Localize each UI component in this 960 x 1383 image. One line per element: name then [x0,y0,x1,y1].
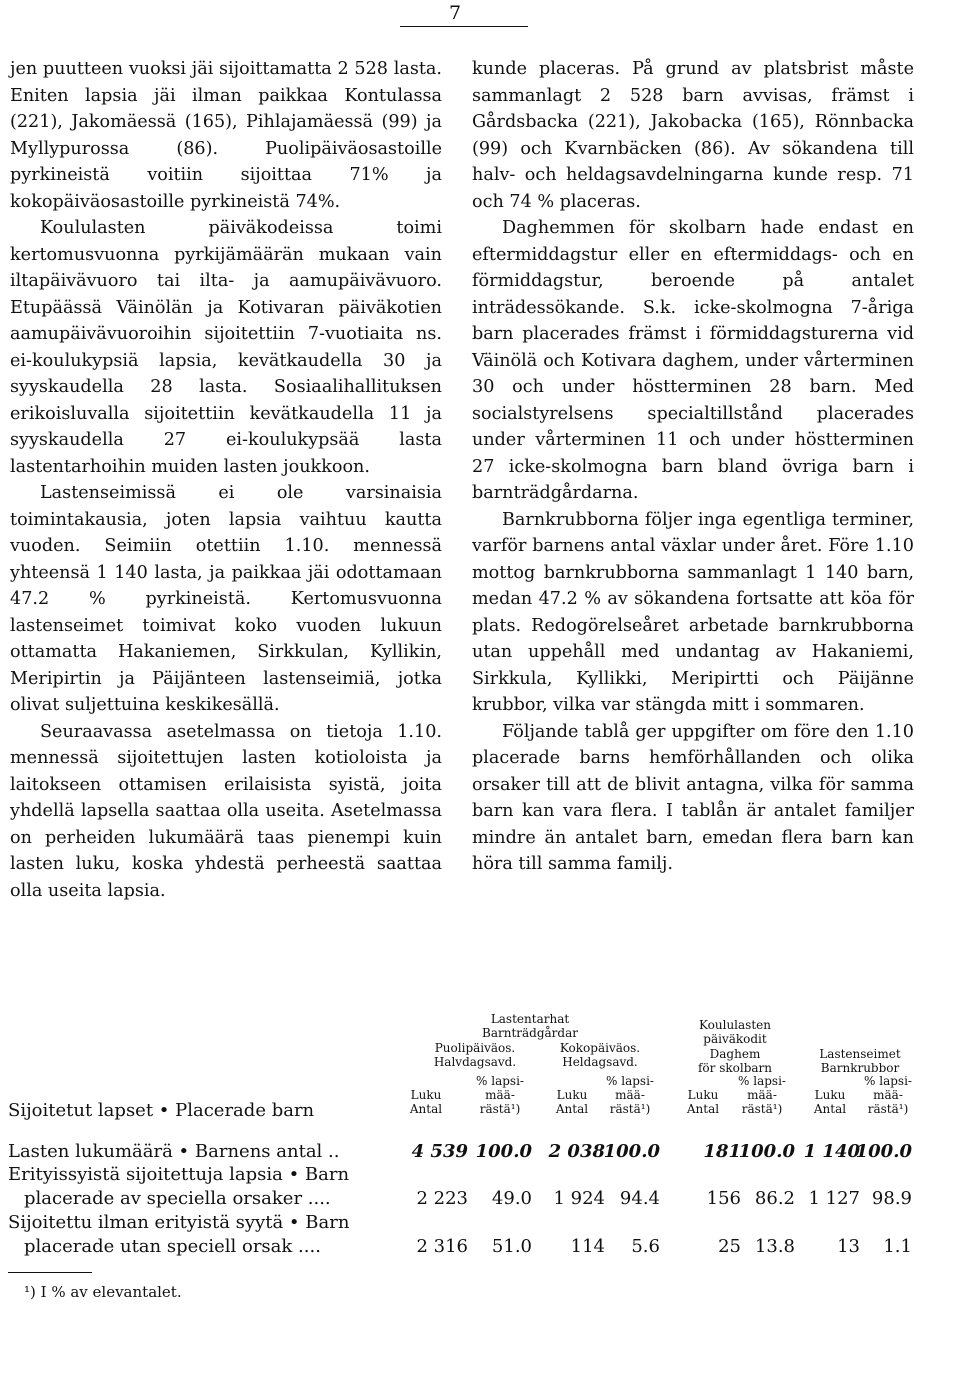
col-header-pct: mää- [873,1088,903,1102]
page-number: 7 [449,2,462,24]
col-header-pct: rästä¹) [609,1102,651,1116]
row-label: Erityissyistä sijoitettuja lapsia • Barn [8,1164,350,1185]
left-paragraph: Lastenseimissä ei ole varsinaisia toimintakausia, joten lapsia vaihtuu kautta vuoden. Seimiin otettiin 1.10. mennessä yhteensä 1 140 lasta, ja paikkaa jäi odottamaan 47.2 % pyrkineistä. Kertomusvuonna lastenseimet toimivat koko vuoden lukuun ottamatta Hakaniemen, Sirkkulan, Kyllikin, Meripirtin ja Päijänteen lastenseimiä, jotka olivat suljettuina keskikesällä. [10,483,442,715]
table-cell: 2 038 [548,1141,605,1162]
col-header-pct: % lapsi- [606,1074,654,1088]
table-cell: 100.0 [603,1141,660,1162]
table-cell: 51.0 [491,1236,532,1257]
table-cell: 1 924 [553,1188,605,1209]
subgroup-header: Kokopäiväos. [559,1041,641,1055]
table-cell: 25 [718,1236,741,1257]
subgroup-header: Halvdagsavd. [433,1055,517,1069]
table-cell: 1 127 [808,1188,860,1209]
group-header: Daghem [709,1047,761,1061]
footnote: ¹) I % av elevantalet. [24,1283,182,1301]
col-header-antal: Antal [555,1102,589,1116]
group-header: för skolbarn [697,1061,772,1075]
table-cell: 94.4 [619,1188,660,1209]
left-column [10,56,442,904]
table-cell: 1.1 [883,1236,912,1257]
table-cell: 13 [837,1236,860,1257]
row-label: placerade av speciella orsaker .... [24,1188,331,1209]
table-cell: 100.0 [855,1141,912,1162]
table-cell: 156 [706,1188,741,1209]
header-rule [400,26,528,27]
col-header-antal: Antal [686,1102,720,1116]
col-header-pct: rästä¹) [479,1102,521,1116]
col-header-antal: Antal [813,1102,847,1116]
col-header-luku: Luku [687,1088,719,1102]
footnote-rule [8,1272,92,1273]
right-paragraph: kunde placeras. På grund av platsbrist måste sammanlagt 2 528 barn avvisas, främst i Gårdsbacka (221), Jakobacka (165), Rönnbacka (99) och Kvarnbäcken (86). Av sökandena till halv- och heldagsavdelningarna kunde resp. 71 och 74 % placeras. [472,59,914,212]
table-cell: 2 223 [416,1188,468,1209]
group-header: Barnkrubbor [820,1061,900,1075]
table-cell: 86.2 [754,1188,795,1209]
group-header: Lastenseimet [819,1047,901,1061]
table-cell: 181 [703,1141,741,1162]
table-cell: 13.8 [754,1236,795,1257]
left-paragraph: Koululasten päiväkodeissa toimi kertomusvuonna pyrkijämäärän mukaan vain iltapäivävuoro tai ilta- ja aamupäivävuoro. Etupäässä Väinölän ja Kotivaran päiväkotien aamupäivävuoroihin sijoitettiin 7-vuotiaita ns. ei-koulukypsiä lapsia, kevätkaudella 30 ja syyskaudella 28 lasta. Sosiaalihallituksen erikoisluvalla sijoitettiin kevätkaudella 11 ja syyskaudella 27 ei-koulukypsää lasta lastentarhoihin muiden lasten joukkoon. [10,218,442,477]
row-label: placerade utan speciell orsak .... [24,1236,321,1257]
col-header-luku: Luku [814,1088,846,1102]
table-cell: 5.6 [631,1236,660,1257]
col-header-pct: mää- [747,1088,777,1102]
row-label: Lasten lukumäärä • Barnens antal .. [8,1141,340,1162]
group-header: Koululasten [699,1018,771,1032]
table-cell: 100.0 [475,1141,532,1162]
subgroup-header: Heldagsavd. [562,1055,638,1069]
left-paragraph: Seuraavassa asetelmassa on tietoja 1.10. mennessä sijoitettujen lasten kotioloista ja laitokseen ottamisen erilaisista syistä, joita yhdellä lapsella saattaa olla useita. Asetelmassa on perheiden lukumäärä taas pienempi kuin lasten luku, koska yhdestä perheestä saattaa olla useita lapsia. [10,721,442,901]
col-header-pct: rästä¹) [867,1102,909,1116]
row-label: Sijoitettu ilman erityistä syytä • Barn [8,1212,350,1233]
table-cell: 49.0 [491,1188,532,1209]
table-cell: 100.0 [738,1141,795,1162]
col-header-luku: Luku [556,1088,588,1102]
col-header-pct: mää- [485,1088,515,1102]
col-header-pct: % lapsi- [864,1074,912,1088]
table-cell: 2 316 [416,1236,468,1257]
col-header-antal: Antal [409,1102,443,1116]
group-header: Lastentarhat [490,1012,570,1026]
col-header-pct: % lapsi- [476,1074,524,1088]
col-header-pct: rästä¹) [741,1102,783,1116]
subgroup-header: Puolipäiväos. [434,1041,516,1055]
col-header-pct: mää- [615,1088,645,1102]
right-paragraph: Barnkrubborna följer inga egentliga terminer, varför barnens antal växlar under året. Före 1.10 mottog barnkrubborna sammanlagt 1 140 barn, medan 47.2 % av sökandena fortsatte att köa för plats. Redogörelseåret arbetade barnkrubborna utan uppehåll med undantag av Hakaniemi, Sirkkula, Kyllikki, Meripirtti och Päijänne krubbor, vilka var stängda mitt i sommaren. [472,509,914,715]
col-header-pct: % lapsi- [738,1074,786,1088]
left-paragraph: jen puutteen vuoksi jäi sijoittamatta 2 528 lasta. Eniten lapsia jäi ilman paikkaa Kontulassa (221), Jakomäessä (165), Pihlajamäessä (99) ja Myllypurossa (86). Puolipäiväosastoille pyrkineistä voitiin sijoittaa 71% ja kokopäiväosastoille pyrkineistä 74%. [10,59,442,212]
table-cell: 114 [570,1236,605,1257]
table-cell: 1 140 [803,1141,860,1162]
group-header: päiväkodit [703,1032,767,1046]
group-header: Barnträdgårdar [482,1026,578,1040]
right-column [472,56,914,878]
table-cell: 4 539 [411,1141,468,1162]
table-title: Sijoitetut lapset • Placerade barn [8,1100,315,1121]
table-cell: 98.9 [871,1188,912,1209]
col-header-luku: Luku [410,1088,442,1102]
right-paragraph: Daghemmen för skolbarn hade endast en eftermiddagstur eller en eftermiddags- och en förmiddagstur, beroende på antalet inträdessökande. S.k. icke-skolmogna 7-åriga barn placerades främst i förmiddagsturerna vid Väinölä och Kotivara daghem, under vårterminen 30 och under höstterminen 28 barn. Med socialstyrelsens specialtillstånd placerades under vårterminen 11 och under höstterminen 27 icke-skolmogna barn bland övriga barn i barnträdgårdarna. [472,218,914,503]
right-paragraph: Följande tablå ger uppgifter om före den 1.10 placerade barns hemförhållanden och olika orsaker till att de blivit antagna, vilka för samma barn kan vara flera. I tablån är antalet familjer mindre än antalet barn, emedan flera barn kan höra till samma familj. [472,721,914,874]
